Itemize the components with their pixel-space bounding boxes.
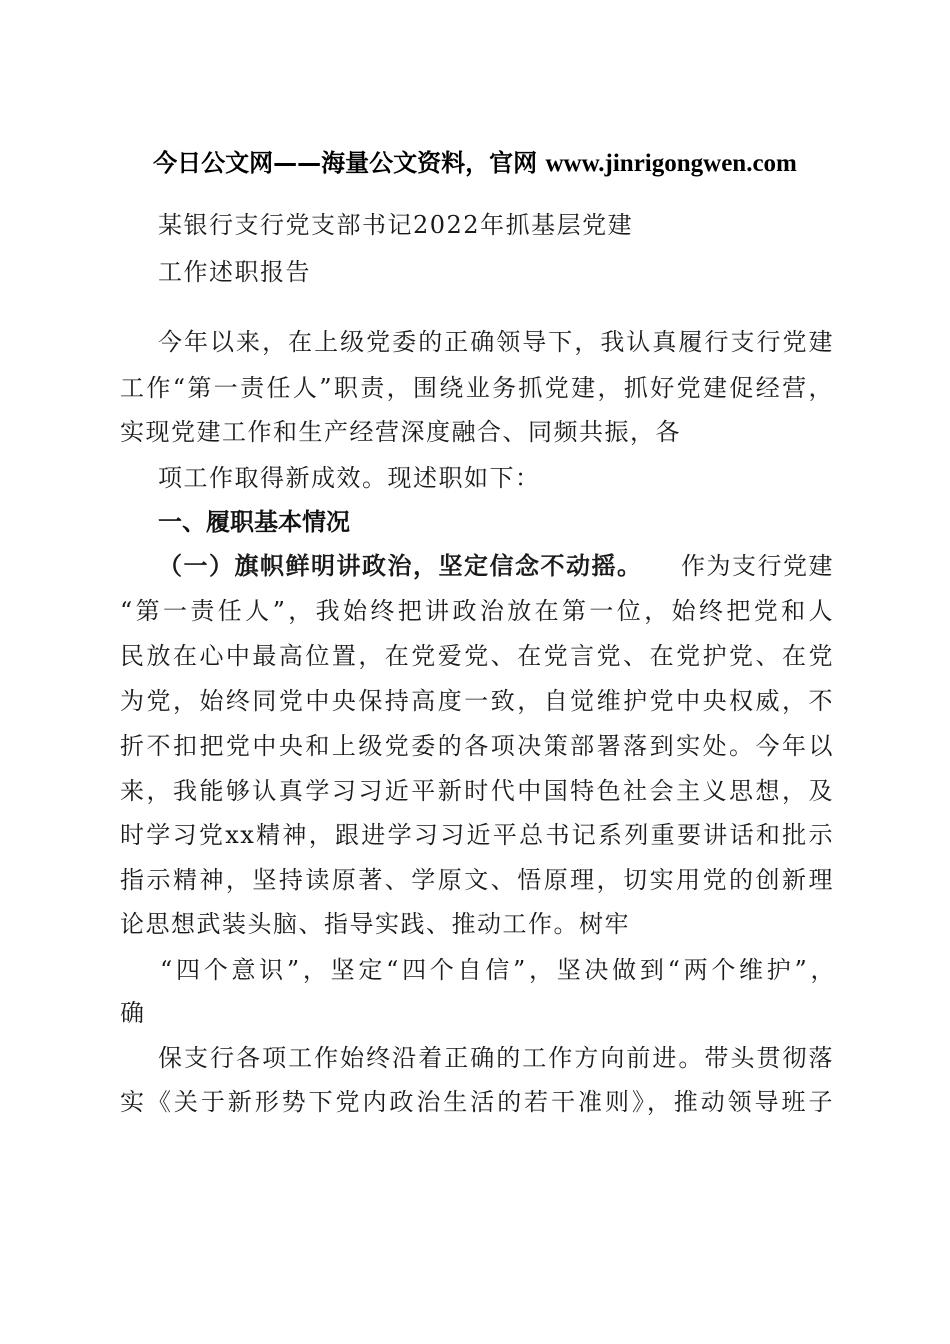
- body-line: 实《关于新形势下党内政治生活的若干准则》，推动领导班子: [120, 1088, 834, 1116]
- intro-line-3: 实现党建工作和生产经营深度融合、同频共振，各: [120, 418, 681, 446]
- body-line: 确: [120, 999, 146, 1027]
- body-line: “第一责任人”，我始终把讲政治放在第一位，始终把党和人: [120, 597, 834, 625]
- body-line: 来，我能够认真学习习近平新时代中国特色社会主义思想，及: [120, 777, 834, 805]
- intro-line-2: 工作“第一责任人”职责，围绕业务抓党建，抓好党建促经营，: [120, 374, 834, 402]
- body-line: “四个意识”，坚定“四个自信”，坚决做到“两个维护”，: [160, 956, 836, 984]
- body-line: 民放在心中最高位置，在党爱党、在党言党、在党护党、在党: [120, 642, 834, 670]
- subsection-1-lead: （一）旗帜鲜明讲政治，坚定信念不动摇。: [158, 551, 643, 580]
- body-line: 时学习党xx精神，跟进学习习近平总书记系列重要讲话和批示: [120, 821, 834, 849]
- body-line: 论思想武装头脑、指导实践、推动工作。树牢: [120, 910, 630, 938]
- body-line: 保支行各项工作始终沿着正确的工作方向前进。带头贯彻落: [158, 1044, 834, 1072]
- intro-line-4: 项工作取得新成效。现述职如下：: [158, 464, 541, 492]
- section-heading-1: 一、履职基本情况: [158, 508, 350, 536]
- doc-title-line-1: 某银行支行党支部书记2022年抓基层党建: [158, 211, 634, 239]
- doc-title-line-2: 工作述职报告: [158, 258, 311, 286]
- body-line: 指示精神，坚持读原著、学原文、悟原理，切实用党的创新理: [120, 866, 834, 894]
- subsection-1-first-line: [158, 549, 834, 583]
- subsection-1-text-0: 作为支行党建: [681, 552, 834, 580]
- body-line: 为党，始终同党中央保持高度一致，自觉维护党中央权威，不: [120, 687, 834, 715]
- site-banner: [0, 145, 950, 182]
- intro-line-1: 今年以来，在上级党委的正确领导下，我认真履行支行党建: [158, 328, 834, 356]
- banner-text: 今日公文网——海量公文资料，官网: [153, 149, 546, 177]
- body-line: 折不扣把党中央和上级党委的各项决策部署落到实处。今年以: [120, 732, 834, 760]
- banner-url[interactable]: www.jinrigongwen.com: [545, 150, 797, 177]
